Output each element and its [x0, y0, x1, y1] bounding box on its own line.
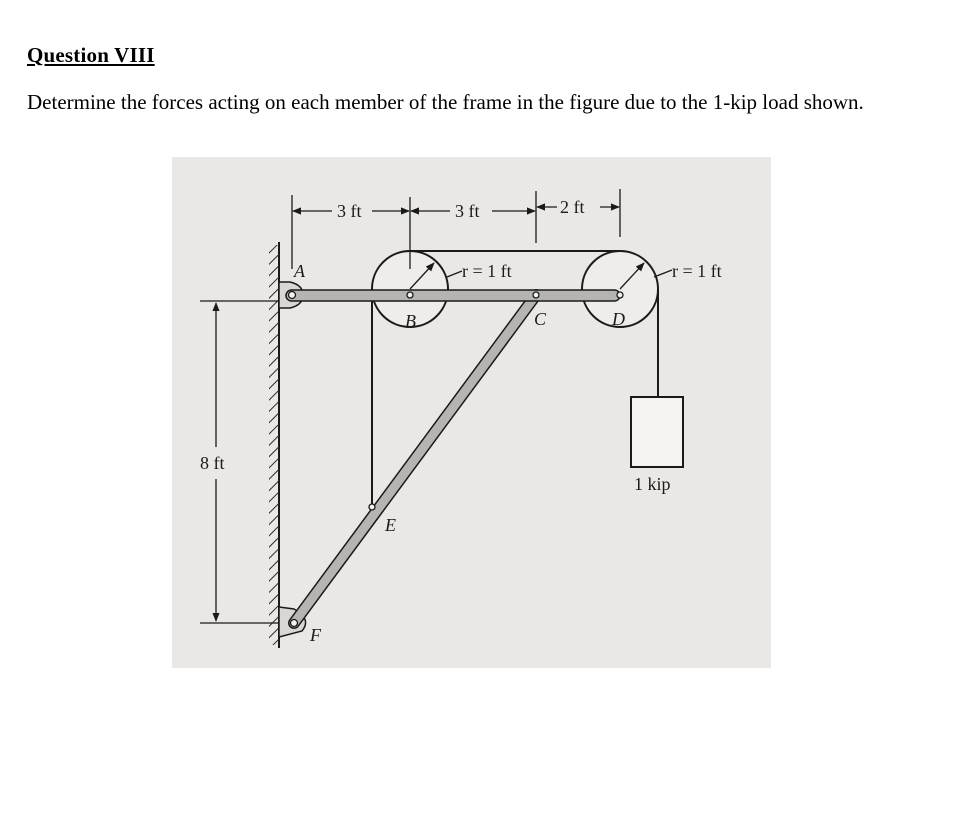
point-f-label: F — [310, 625, 321, 645]
radius-d-label: r = 1 ft — [672, 261, 722, 281]
dim-bc-label: 3 ft — [455, 201, 480, 221]
point-b-label: B — [405, 311, 416, 331]
point-a-label: A — [294, 261, 305, 281]
load-block — [631, 397, 683, 467]
dim-height-label: 8 ft — [200, 453, 225, 473]
radius-b-label: r = 1 ft — [462, 261, 512, 281]
member-ad-beam — [286, 290, 620, 301]
wall — [269, 242, 279, 648]
point-d-label: D — [612, 309, 625, 329]
question-heading: Question VIII — [27, 43, 155, 67]
dim-cd-label: 2 ft — [560, 197, 585, 217]
frame-figure — [172, 157, 771, 668]
load-label: 1 kip — [634, 474, 671, 494]
question-text: Determine the forces acting on each member of the frame in the figure due to the 1-kip load shown. — [27, 90, 864, 114]
point-e-label: E — [385, 515, 396, 535]
dim-ab-label: 3 ft — [337, 201, 362, 221]
point-c-label: C — [534, 309, 547, 329]
